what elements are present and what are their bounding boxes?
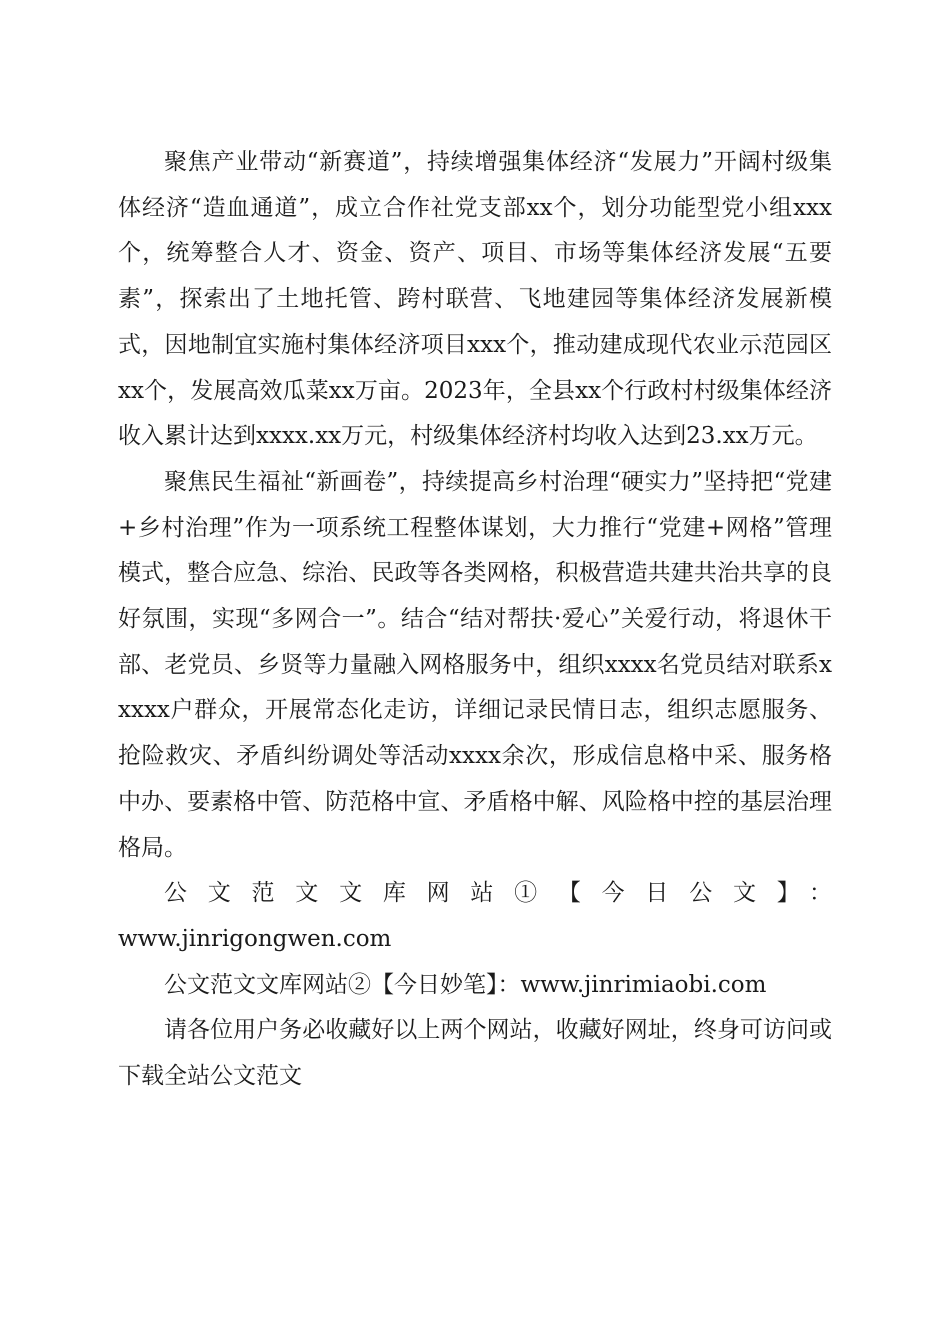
website-1-block xyxy=(118,871,832,962)
website-1-label: 公文范文文库网站①【今日公文】： xyxy=(164,880,832,907)
website-2-line: 公文范文文库网站②【今日妙笔】：www.jinrimiaobi.com xyxy=(164,971,767,998)
website-1-url[interactable]: www.jinrigongwen.com xyxy=(118,925,392,952)
document-body xyxy=(118,140,832,1100)
paragraph-governance: 聚焦民生福祉“新画卷”，持续提高乡村治理“硬实力”坚持把“党建+乡村治理”作为一项系统工程整体谋划，大力推行“党建+网格”管理模式，整合应急、综治、民政等各类网格，积极营造共建共治共享的良好氛围，实现“多网合一”。结合“结对帮扶·爱心”关爱行动，将退休干部、老党员、乡贤等力量融入网格服务中，组织xxxx名党员结对联系xxxxx户群众，开展常态化走访，详细记录民情日志，组织志愿服务、抢险救灾、矛盾纠纷调处等活动xxxx余次，形成信息格中采、服务格中办、要素格中管、防范格中宣、矛盾格中解、风险格中控的基层治理格局。 xyxy=(118,468,832,861)
bookmark-notice: 请各位用户务必收藏好以上两个网站，收藏好网址，终身可访问或下载全站公文范文 xyxy=(118,1017,832,1090)
paragraph-industry: 聚焦产业带动“新赛道”，持续增强集体经济“发展力”开阔村级集体经济“造血通道”，成立合作社党支部xx个，划分功能型党小组xxx个，统筹整合人才、资金、资产、项目、市场等集体经济发展“五要素”，探索出了土地托管、跨村联营、飞地建园等集体经济发展新模式，因地制宜实施村集体经济项目xxx个，推动建成现代农业示范园区xx个，发展高效瓜菜xx万亩。2023年，全县xx个行政村村级集体经济收入累计达到xxxx.xx万元，村级集体经济村均收入达到23.xx万元。 xyxy=(118,149,832,450)
